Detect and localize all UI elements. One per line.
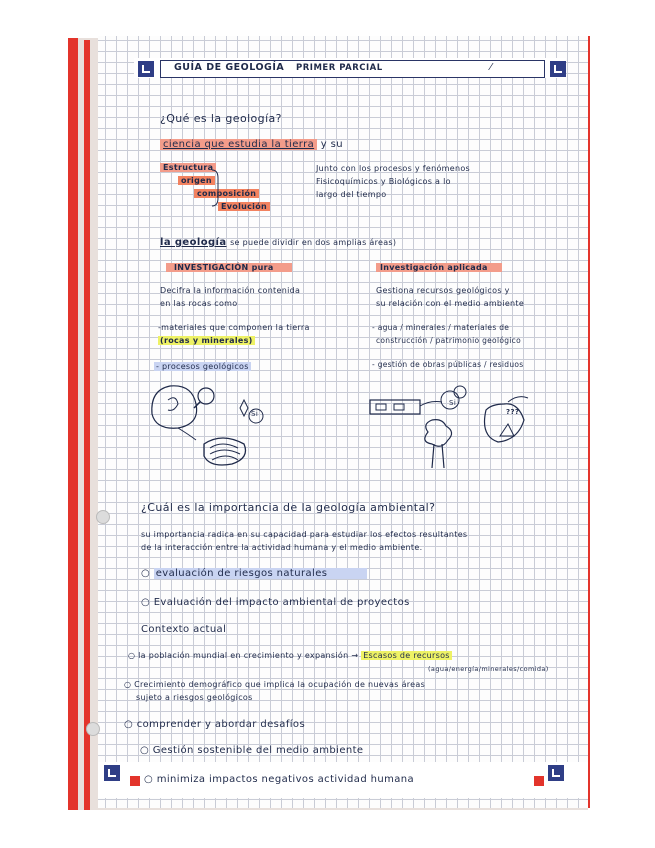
page-title: GUÍA DE GEOLOGÍA	[174, 62, 285, 73]
right-text-1: Junto con los procesos y fenómenos	[316, 164, 471, 173]
red-border-left	[68, 38, 78, 810]
binder-hole	[96, 510, 110, 524]
pure-desc-2: en las rocas como	[160, 299, 238, 308]
pure-desc-4: (rocas y minerales)	[160, 336, 253, 345]
binder-hole	[86, 722, 100, 736]
red-border-inner	[84, 40, 90, 810]
context-challenges: comprender y abordar desafíos	[136, 719, 306, 730]
importance-line-2: de la interacción entre la actividad humana y el medio ambiente.	[141, 543, 423, 552]
context-demographic: Crecimiento demográfico que implica la ocupación de nuevas áreas	[134, 680, 426, 689]
applied-desc-5: - gestión de obras públicas / residuos	[372, 360, 524, 369]
sketch-label-si-left: Si	[251, 410, 259, 418]
right-text-3: largo del tiempo	[316, 190, 387, 199]
intro-label: la geología	[160, 237, 227, 248]
definition-text: ciencia que estudia la tierra	[160, 139, 317, 150]
context-population: la población mundial en crecimiento y expansión	[138, 651, 349, 660]
red-square-icon	[130, 776, 140, 786]
pure-desc-3: -materiales que componen la tierra	[158, 323, 310, 332]
page-subtitle: PRIMER PARCIAL	[296, 63, 383, 73]
intro-rest: se puede dividir en dos amplias áreas)	[230, 238, 397, 247]
item-composition: composición	[194, 189, 259, 198]
heading-pure: INVESTIGACIÓN pura	[166, 263, 292, 272]
question-1: ¿Qué es la geología?	[160, 112, 282, 125]
context-resources: (agua/energía/minerales/comida)	[428, 665, 549, 673]
right-text-2: Fisicoquímicos y Biológicos a lo	[316, 177, 451, 186]
heading-applied: Investigación aplicada	[376, 263, 502, 272]
applied-desc-2: su relación con el medio ambiente	[376, 299, 525, 308]
pure-desc-5: - procesos geológicos	[156, 362, 249, 371]
bracket-icon	[210, 168, 220, 208]
red-square-icon	[534, 776, 544, 786]
context-management: Gestión sostenible del medio ambiente	[152, 745, 364, 756]
corner-logo-icon	[138, 61, 154, 77]
item-evolution: Evolución	[218, 202, 270, 211]
context-risks: sujeto a riesgos geológicos	[136, 693, 253, 702]
header-mark: ⁄	[490, 62, 493, 73]
bullet-impact: Evaluación del impacto ambiental de proyectos	[153, 597, 410, 608]
item-origin: origen	[178, 176, 215, 185]
pure-desc-1: Decifra la información contenida	[160, 286, 301, 295]
sketch-label-question: ???	[506, 408, 520, 416]
rock-magnifier-sketch-icon	[148, 382, 278, 477]
definition-tail: y su	[320, 139, 343, 150]
question-2: ¿Cuál es la importancia de la geología ambiental?	[141, 501, 436, 514]
applied-desc-3: - agua / minerales / materiales de	[372, 323, 510, 332]
corner-logo-icon	[548, 765, 564, 781]
context-scarcity: Escasos de recursos	[363, 651, 450, 660]
applied-desc-1: Gestiona recursos geológicos y	[376, 286, 510, 295]
applied-sketch-icon	[368, 380, 548, 475]
bullet-risks: evaluación de riesgos naturales	[154, 568, 368, 579]
context-minimize: minimiza impactos negativos actividad humana	[156, 774, 415, 785]
sketch-label-si-right: Si	[449, 399, 457, 407]
corner-logo-icon	[550, 61, 566, 77]
applied-desc-4: construcción / patrimonio geológico	[376, 336, 521, 345]
importance-line-1: su importancia radica en su capacidad para estudiar los efectos resultantes	[141, 530, 468, 539]
context-label: Contexto actual	[141, 624, 227, 635]
item-structure: Estructura	[160, 163, 216, 172]
corner-logo-icon	[104, 765, 120, 781]
